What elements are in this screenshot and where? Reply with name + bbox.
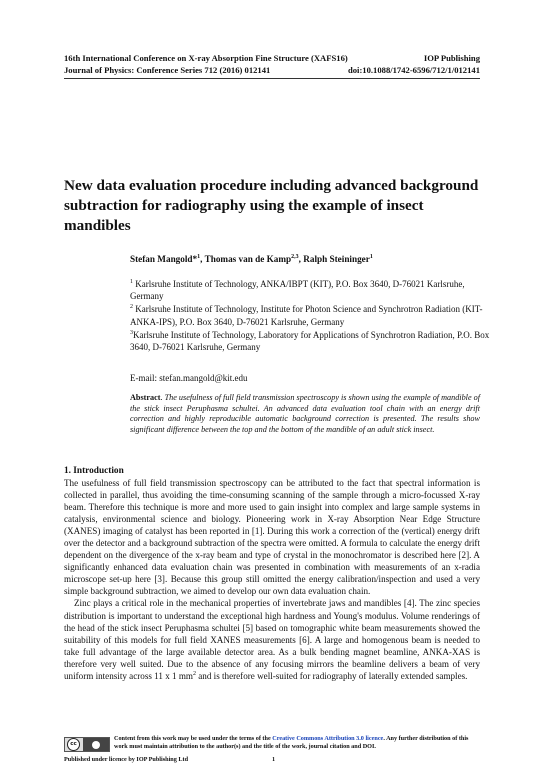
abstract-text: The usefulness of full field transmission spectroscopy is shown using the example of mandible of the stick insect Peruphasma schultei. An advanced data evaluation tool chain with an energy drift correction and highly reproducible automatic background correction is presented. The results show significant difference between the top and the bottom of the mandible of an adult stick insect. xyxy=(130,393,481,435)
publisher-notice: Published under licence by IOP Publishing Ltd xyxy=(64,756,189,763)
affiliation-text: Karlsruhe Institute of Technology, ANKA/IBPT (KIT), P.O. Box 3640, D-76021 Karlsruhe, Germany xyxy=(130,279,465,302)
license-footer xyxy=(64,735,480,763)
cc-icon: cc xyxy=(67,738,80,751)
affiliation xyxy=(130,303,490,327)
publisher-name: IOP Publishing xyxy=(423,53,480,63)
affiliation-mark: 1 xyxy=(130,279,133,285)
author-name: Ralph Steininger xyxy=(303,254,370,264)
author-separator: , xyxy=(298,254,304,264)
license-link[interactable]: Creative Commons Attribution 3.0 licence xyxy=(272,735,384,742)
license-text xyxy=(114,735,480,752)
journal-series: Journal of Physics: Conference Series 712 (2016) 012141 xyxy=(64,65,271,75)
license-text-end: . Any further distribution of this work must maintain attribution to the author(s) and the title of the work, journal citation and DOI. xyxy=(114,735,469,751)
license-text-start: Content from this work may be used under the terms of the xyxy=(114,735,273,742)
page-number: 1 xyxy=(272,756,276,763)
affiliation xyxy=(130,329,490,353)
attribution-icon xyxy=(83,738,109,751)
body-text xyxy=(64,477,480,682)
paper-title: New data evaluation procedure including advanced background subtraction for radiography using the example of insect mandibles xyxy=(64,177,479,234)
header-rule xyxy=(64,78,480,79)
paragraph: The usefulness of full field transmission spectroscopy can be attributed to the fact that spectral information is collected in parallel, thus avoiding the time-consuming scanning of the sample through a micro-focussed X-ray beam. Therefore this technique is more and more used to gain insight into complex and large sample systems in catalysis, environmental science and biology. Pioneering work in X-ray Absorption Near Edge Structure (XANES) imaging of catalyst has been reported in [1]. During this work a correction of the (vertical) energy drift over the detector and a background subtraction of the spectra were omitted. A formula to calculate the energy drift dependent on the divergence of the x-ray beam and type of crystal in the monochromator is described here [2]. A significantly enhanced data evaluation chain was presented in combination with measurements of an x-radia microscope set-up here [3]. Because this group still omitted the energy calibration/inspection and used a very simple background subtraction, we aimed to develop our own data evaluation chain. xyxy=(64,478,480,597)
doi-text: doi:10.1088/1742-6596/712/1/012141 xyxy=(347,65,480,75)
author-separator: , xyxy=(200,254,205,264)
paragraph-text-end: and is therefore well-suited for radiography of laterally extended samples. xyxy=(195,670,468,681)
author-affiliation-mark: 1 xyxy=(369,253,373,260)
conference-name: 16th International Conference on X-ray Absorption Fine Structure (XAFS16) xyxy=(64,53,348,63)
affiliation-mark: 3 xyxy=(130,329,133,336)
abstract-label: Abstract xyxy=(130,393,161,402)
journal-header xyxy=(64,65,480,76)
affiliation-text: Karlsruhe Institute of Technology, Institute for Photon Science and Synchrotron Radiation (KIT-ANKA-IPS), P.O. Box 3640, D-76021 Karlsruhe, Germany xyxy=(130,304,483,327)
unit-superscript: 2 xyxy=(192,670,196,677)
affiliation-list xyxy=(130,278,490,354)
conference-header xyxy=(64,53,480,64)
author-affiliation-mark: 1 xyxy=(197,253,201,260)
cc-by-badge xyxy=(64,737,110,752)
author-name: Stefan Mangold* xyxy=(130,254,198,264)
affiliation-text: Karlsruhe Institute of Technology, Laboratory for Applications of Synchrotron Radiation, P.O. Box 3640, D-76021 Karlsruhe, Germany xyxy=(130,329,490,353)
section-heading: 1. Introduction xyxy=(64,466,124,476)
author-affiliation-mark: 2,3 xyxy=(291,253,299,260)
author-name: Thomas van de Kamp xyxy=(204,254,292,264)
paragraph-text: Zinc plays a critical role in the mechanical properties of invertebrate jaws and mandibles [4]. The zinc species distribution is important to understand the exceptional high hardness and Young's modulus. Volume renderings of the head of the stick insect Peruphasma schultei [5] based on tomographic white beam measurements showed the suitability of this models for full field XANES measurements [6]. A large and homogenous beam is needed to take full advantage of the large available detector area. As a bulk bending magnet beamline, ANKA-XAS is therefore very well suited. Due to the absence of any focusing mirrors the beamline delivers a beam of very uniform intensity across 11 x 1 mm xyxy=(64,598,480,681)
affiliation-mark: 2 xyxy=(130,304,133,311)
author-list xyxy=(130,254,373,264)
abstract: Abstract. The usefulness of full field transmission spectroscopy is shown using the example of mandible of the stick insect Peruphasma schultei. An advanced data evaluation tool chain with an energy drift correction and highly reproducible automatic background correction is presented. The results show significant difference between the top and the bottom of the mandible of an adult stick insect. xyxy=(130,393,481,435)
affiliation xyxy=(130,278,490,302)
contact-email: E-mail: stefan.mangold@kit.edu xyxy=(130,373,248,383)
paragraph xyxy=(64,597,480,681)
